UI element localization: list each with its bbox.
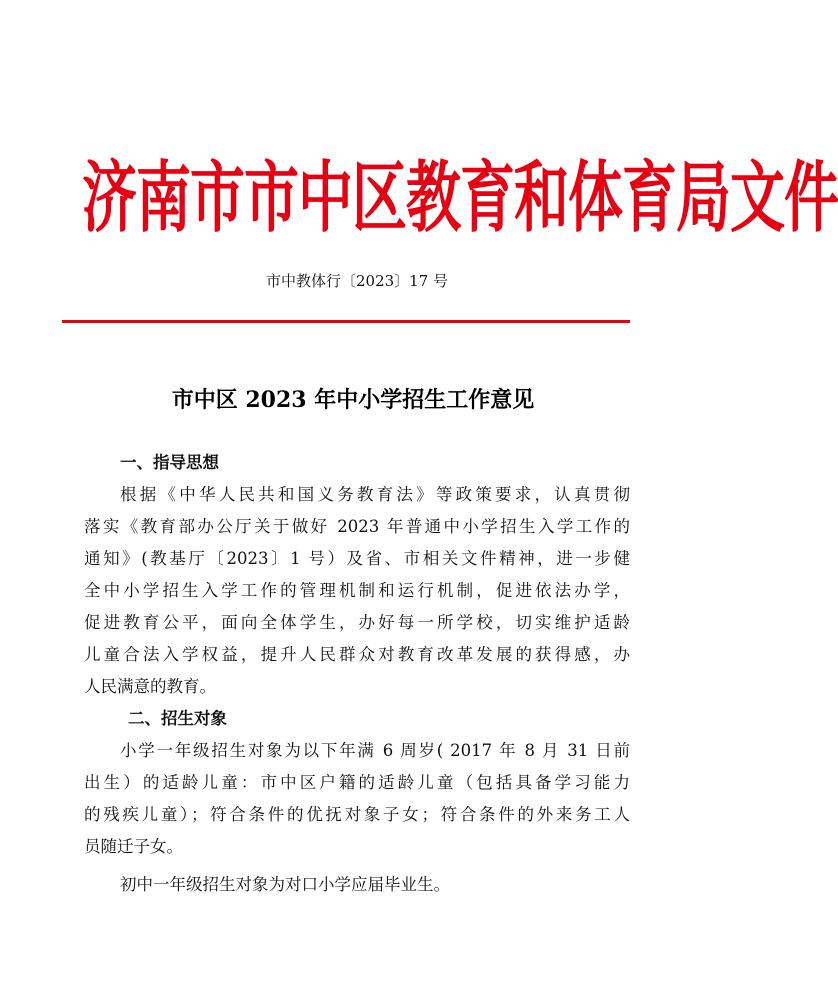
red-divider-line	[62, 320, 630, 323]
masthead-title: 济南市市中区教育和体育局文件	[82, 151, 838, 243]
document-number: 市中教体行〔2023〕17 号	[265, 272, 449, 290]
paragraph-line: 员随迁子女。	[84, 837, 183, 856]
section-heading-guiding-ideology: 一、指导思想	[120, 453, 219, 472]
paragraph-line: 的残疾儿童）；符合条件的优抚对象子女；符合条件的外来务工人	[84, 805, 630, 824]
paragraph-line: 根据《中华人民共和国义务教育法》等政策要求，认真贯彻	[120, 485, 630, 504]
paragraph-line: 儿童合法入学权益，提升人民群众对教育改革发展的获得感，办	[84, 645, 630, 664]
paragraph-line: 人民满意的教育。	[84, 677, 216, 696]
paragraph-line: 出生）的适龄儿童：市中区户籍的适龄儿童（包括具备学习能力	[84, 773, 630, 792]
paragraph-line: 全中小学招生入学工作的管理机制和运行机制，促进依法办学，	[84, 581, 630, 600]
document-title: 市中区 2023 年中小学招生工作意见	[171, 387, 535, 413]
paragraph-line: 落实《教育部办公厅关于做好 2023 年普通中小学招生入学工作的	[84, 517, 630, 536]
paragraph-line: 初中一年级招生对象为对口小学应届毕业生。	[120, 875, 450, 894]
section-heading-enrollment-targets: 二、招生对象	[128, 709, 227, 728]
paragraph-line: 通知》(教基厅〔2023〕1 号）及省、市相关文件精神，进一步健	[84, 549, 630, 568]
paragraph-line: 促进教育公平，面向全体学生，办好每一所学校，切实维护适龄	[84, 613, 630, 632]
paragraph-line: 小学一年级招生对象为以下年满 6 周岁( 2017 年 8 月 31 日前	[120, 741, 630, 760]
document-body	[84, 447, 630, 901]
